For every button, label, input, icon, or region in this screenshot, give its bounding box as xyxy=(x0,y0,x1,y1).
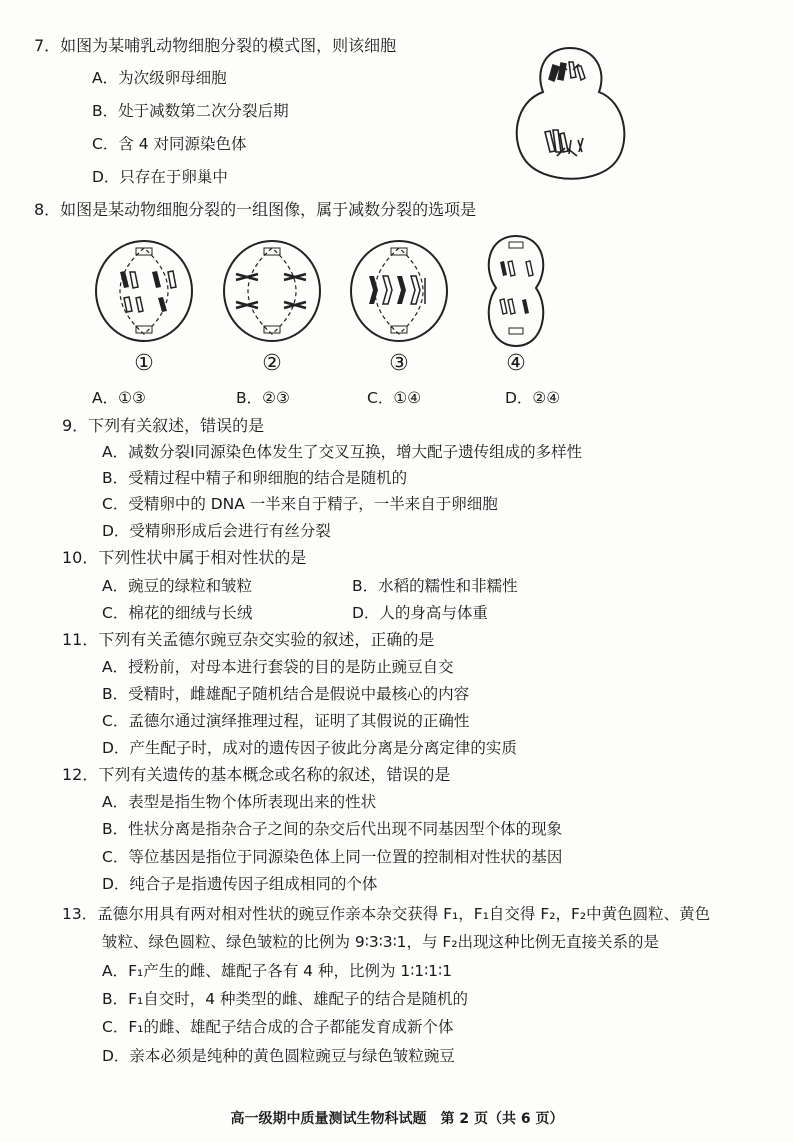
page-footer: 高一级期中质量测试生物科试题 第 2 页（共 6 页） xyxy=(230,1111,564,1127)
q9-option-a: A．减数分裂Ⅰ同源染色体发生了交叉互换，增大配子遗传组成的多样性 xyxy=(102,443,583,461)
q7-option-c: C．含 4 对同源染色体 xyxy=(92,135,247,153)
q8-option-b: B．②③ xyxy=(236,389,290,407)
q12-option-a: A．表型是指生物个体所表现出来的性状 xyxy=(102,793,377,811)
q9-option-b: B．受精过程中精子和卵细胞的结合是随机的 xyxy=(102,469,408,487)
q8-figure-label-4: ④ xyxy=(506,351,526,376)
q13-option-d: D．亲本必须是纯种的黄色圆粒豌豆与绿色皱粒豌豆 xyxy=(102,1047,455,1065)
q10-option-d: D．人的身高与体重 xyxy=(352,604,488,622)
q9-stem: 9．下列有关叙述，错误的是 xyxy=(62,416,265,435)
q7-option-b: B．处于减数第二次分裂后期 xyxy=(92,102,289,120)
q8-figure-3 xyxy=(347,236,451,346)
q11-option-c: C．孟德尔通过演绎推理过程，证明了其假说的正确性 xyxy=(102,712,470,730)
q12-stem: 12．下列有关遗传的基本概念或名称的叙述，错误的是 xyxy=(62,765,451,784)
q12-option-b: B．性状分离是指杂合子之间的杂交后代出现不同基因型个体的现象 xyxy=(102,820,563,838)
q13-stem-line-2: 皱粒、绿色圆粒、绿色皱粒的比例为 9∶3∶3∶1，与 F₂出现这种比例无直接关系的是 xyxy=(102,933,660,951)
q7-stem: 7．如图为某哺乳动物细胞分裂的模式图，则该细胞 xyxy=(34,36,397,55)
q9-option-c: C．受精卵中的 DNA 一半来自于精子，一半来自于卵细胞 xyxy=(102,495,498,513)
q8-option-d: D．②④ xyxy=(505,389,561,407)
q8-option-c: C．①④ xyxy=(367,389,422,407)
q8-figure-label-3: ③ xyxy=(389,351,409,376)
q13-option-b: B．F₁自交时，4 种类型的雌、雄配子的结合是随机的 xyxy=(102,990,469,1008)
q10-option-b: B．水稻的糯性和非糯性 xyxy=(352,577,518,595)
q7-cell-figure xyxy=(505,40,635,190)
q11-option-b: B．受精时，雌雄配子随机结合是假说中最核心的内容 xyxy=(102,685,470,703)
q8-figure-label-1: ① xyxy=(134,351,154,376)
q8-figure-2 xyxy=(220,236,324,346)
q10-stem: 10．下列性状中属于相对性状的是 xyxy=(62,548,307,567)
q8-figure-1 xyxy=(92,236,196,346)
q12-option-d: D．纯合子是指遗传因子组成相同的个体 xyxy=(102,875,378,893)
q13-stem-line-1: 13．孟德尔用具有两对相对性状的豌豆作亲本杂交获得 F₁，F₁自交得 F₂，F₂中黄色圆粒、黄色 xyxy=(62,905,711,923)
q8-option-a: A．①③ xyxy=(92,389,146,407)
q12-option-c: C．等位基因是指位于同源染色体上同一位置的控制相对性状的基因 xyxy=(102,848,563,866)
q11-option-a: A．授粉前，对母本进行套袋的目的是防止豌豆自交 xyxy=(102,658,454,676)
q11-stem: 11．下列有关孟德尔豌豆杂交实验的叙述，正确的是 xyxy=(62,630,435,649)
q7-option-d: D．只存在于卵巢中 xyxy=(92,168,228,186)
q8-stem: 8．如图是某动物细胞分裂的一组图像，属于减数分裂的选项是 xyxy=(34,200,477,219)
q8-figure-label-2: ② xyxy=(262,351,282,376)
q10-option-c: C．棉花的细绒与长绒 xyxy=(102,604,253,622)
q13-option-c: C．F₁的雌、雄配子结合成的合子都能发育成新个体 xyxy=(102,1018,454,1036)
q8-figure-4 xyxy=(476,232,556,350)
q11-option-d: D．产生配子时，成对的遗传因子彼此分离是分离定律的实质 xyxy=(102,739,517,757)
q13-option-a: A．F₁产生的雌、雄配子各有 4 种，比例为 1∶1∶1∶1 xyxy=(102,962,452,980)
q9-option-d: D．受精卵形成后会进行有丝分裂 xyxy=(102,522,331,540)
q10-option-a: A．豌豆的绿粒和皱粒 xyxy=(102,577,253,595)
q7-option-a: A．为次级卵母细胞 xyxy=(92,69,227,87)
